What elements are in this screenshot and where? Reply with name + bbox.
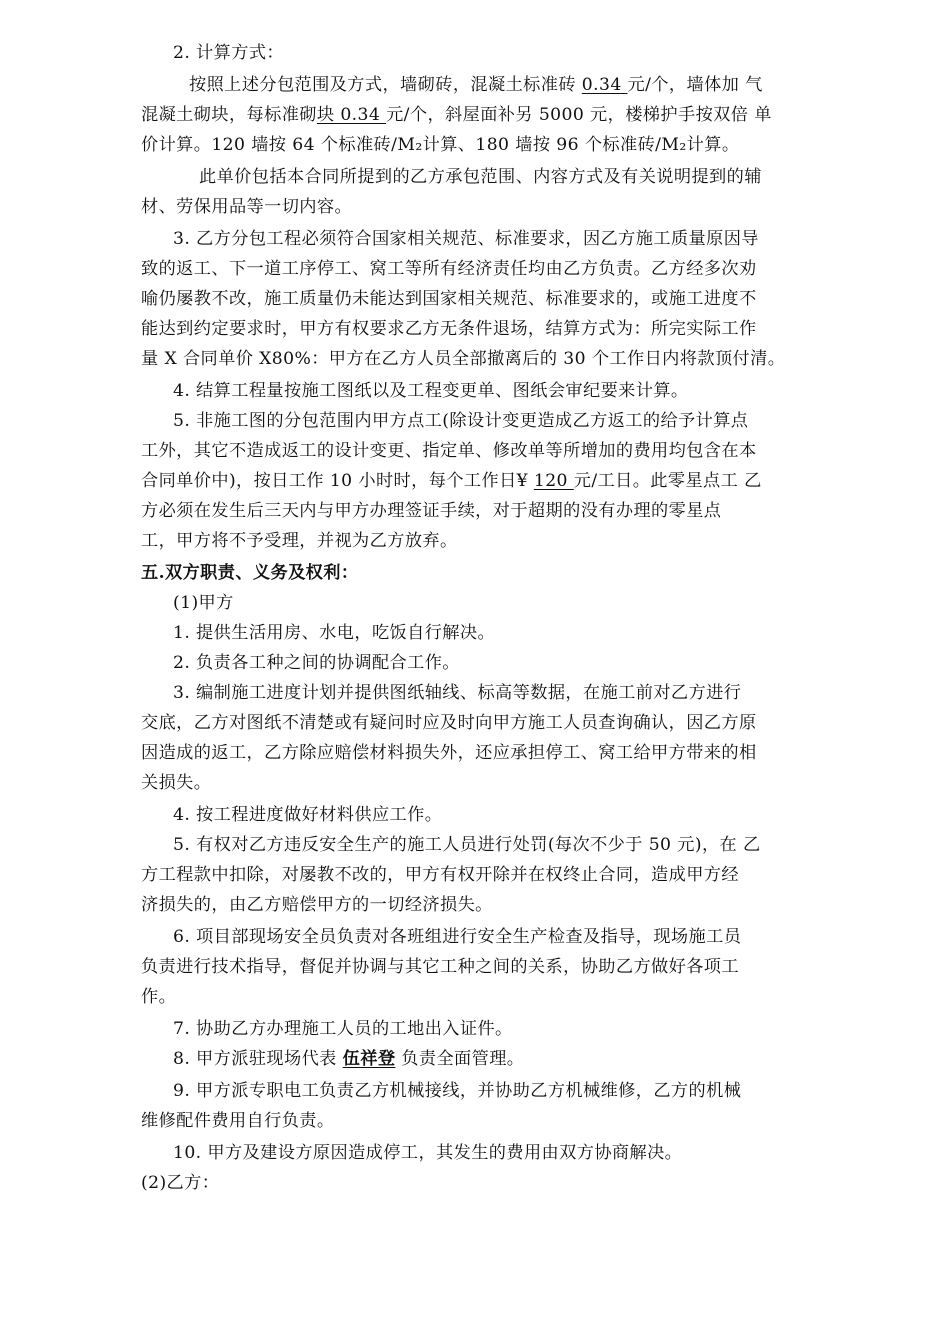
- text-line: [141, 100, 772, 130]
- text-run: 关损失。: [141, 773, 212, 793]
- text-run: 7. 协助乙方办理施工人员的工地出入证件。: [173, 1019, 513, 1039]
- text-line: [173, 618, 495, 648]
- text-line: [141, 344, 785, 374]
- text-run: 1. 提供生活用房、水电，吃饭自行解决。: [173, 623, 496, 643]
- text-run-styled: 伍祥登: [342, 1049, 396, 1069]
- text-run: 负责全面管理。: [395, 1049, 525, 1069]
- text-line: [173, 1044, 524, 1074]
- text-run: 维修配件费用自行负责。: [141, 1111, 335, 1131]
- text-run: 致的返工、下一道工序停工、窝工等所有经济责任均由乙方负责。乙方经多次劝: [141, 259, 757, 279]
- text-line: [141, 890, 493, 920]
- text-run: 元/个，斜屋面补另 5000 元，楼梯护手按双倍 单: [386, 105, 772, 125]
- text-run: 工，甲方将不予受理，并视为乙方放弃。: [141, 531, 458, 551]
- text-run: 9. 甲方派专职电工负责乙方机械接线，并协助乙方机械维修，乙方的机械: [173, 1081, 742, 1101]
- text-line: [141, 558, 358, 588]
- text-line: [173, 588, 234, 618]
- text-run: 3. 乙方分包工程必须符合国家相关规范、标准要求，因乙方施工质量原因导: [173, 229, 759, 249]
- text-line: [141, 982, 176, 1012]
- text-run: 8. 甲方派驻现场代表: [173, 1049, 343, 1069]
- text-run: 5. 有权对乙方违反安全生产的施工人员进行处罚(每次不少于 50 元)，在 乙: [173, 835, 761, 855]
- text-run: 价计算。120 墙按 64 个标准砖/M₂计算、180 墙按 96 个标准砖/M₂计算。: [141, 135, 740, 155]
- text-run: 作。: [141, 987, 177, 1007]
- text-run: 能达到约定要求时，甲方有权要求乙方无条件退场，结算方式为：所完实际工作: [141, 319, 757, 339]
- text-run: 此单价包括本合同所提到的乙方承包范围、内容方式及有关说明提到的辅: [199, 167, 762, 187]
- text-run: 5. 非施工图的分包范围内甲方点工(除设计变更造成乙方返工的给予计算点: [173, 411, 749, 431]
- text-line: [141, 1168, 219, 1198]
- text-run: 4. 按工程进度做好材料供应工作。: [173, 805, 443, 825]
- text-run: 济损失的，由乙方赔偿甲方的一切经济损失。: [141, 895, 493, 915]
- text-line: [173, 1014, 513, 1044]
- text-line: [141, 192, 352, 222]
- text-run: 方工程款中扣除，对屡教不改的，甲方有权开除并在权终止合同，造成甲方经: [141, 865, 739, 885]
- text-run: 方必须在发生后三天内与甲方办理签证手续，对于超期的没有办理的零星点: [141, 501, 722, 521]
- text-run-styled: 块 0.34: [316, 105, 387, 125]
- text-run-styled: 五.双方职责、义务及权利：: [141, 563, 359, 583]
- text-run: 合同单价中)，按日工作 10 小时时，每个工作日¥: [141, 471, 534, 491]
- text-line: [141, 526, 458, 556]
- text-run: 因造成的返工，乙方除应赔偿材料损失外，还应承担停工、窝工给甲方带来的相: [141, 743, 757, 763]
- text-run: 混凝土砌块，每标准砌: [141, 105, 317, 125]
- text-run: 元/个，墙体加 气: [627, 75, 763, 95]
- text-run: 2. 计算方式：: [173, 43, 284, 63]
- text-line: [173, 1138, 682, 1168]
- text-line: [173, 406, 748, 436]
- text-line: [141, 254, 757, 284]
- text-line: [141, 496, 721, 526]
- text-line: [141, 952, 739, 982]
- text-line: [173, 224, 759, 254]
- text-run: (1)甲方: [173, 593, 234, 613]
- text-run: 元/工日。此零星点工 乙: [573, 471, 762, 491]
- text-line: [173, 830, 761, 860]
- text-line: [141, 1106, 334, 1136]
- text-run: 6. 项目部现场安全员负责对各班组进行安全生产检查及指导，现场施工员: [173, 927, 742, 947]
- text-run: 3. 编制施工进度计划并提供图纸轴线、标高等数据，在施工前对乙方进行: [173, 683, 742, 703]
- text-line: [141, 738, 757, 768]
- text-line: [141, 130, 739, 160]
- text-run: 交底，乙方对图纸不清楚或有疑问时应及时向甲方施工人员查询确认，因乙方原: [141, 713, 757, 733]
- text-run: (2)乙方：: [141, 1173, 220, 1193]
- text-run: 2. 负责各工种之间的协调配合工作。: [173, 653, 460, 673]
- text-run: 量 X 合同单价 X80%：甲方在乙方人员全部撤离后的 30 个工作日内将款顶付清。: [141, 349, 786, 369]
- text-line: [173, 376, 689, 406]
- text-line: [173, 922, 741, 952]
- text-line: [141, 708, 757, 738]
- text-run: 按照上述分包范围及方式，墙砌砖，混凝土标准砖: [189, 75, 582, 95]
- text-run: 材、劳保用品等一切内容。: [141, 197, 353, 217]
- text-line: [173, 1076, 741, 1106]
- text-run: 喻仍屡教不改，施工质量仍未能达到国家相关规范、标准要求的，或施工进度不: [141, 289, 757, 309]
- text-run: 负责进行技术指导，督促并协调与其它工种之间的关系，协助乙方做好各项工: [141, 957, 739, 977]
- text-run: 工外，其它不造成返工的设计变更、指定单、修改单等所增加的费用均包含在本: [141, 441, 757, 461]
- text-line: [173, 800, 442, 830]
- text-line: [141, 768, 211, 798]
- text-line: [173, 678, 741, 708]
- text-line: [173, 38, 284, 68]
- text-line: [189, 70, 763, 100]
- text-line: [173, 648, 460, 678]
- text-run: 10. 甲方及建设方原因造成停工，其发生的费用由双方协商解决。: [173, 1143, 683, 1163]
- text-line: [141, 466, 762, 496]
- text-line: [141, 314, 757, 344]
- text-line: [141, 436, 757, 466]
- text-line: [141, 860, 739, 890]
- text-line: [141, 284, 757, 314]
- text-run-styled: 0.34: [581, 75, 628, 95]
- text-line: [199, 162, 762, 192]
- text-run: 4. 结算工程量按施工图纸以及工程变更单、图纸会审纪要来计算。: [173, 381, 689, 401]
- text-run-styled: 120: [533, 471, 574, 491]
